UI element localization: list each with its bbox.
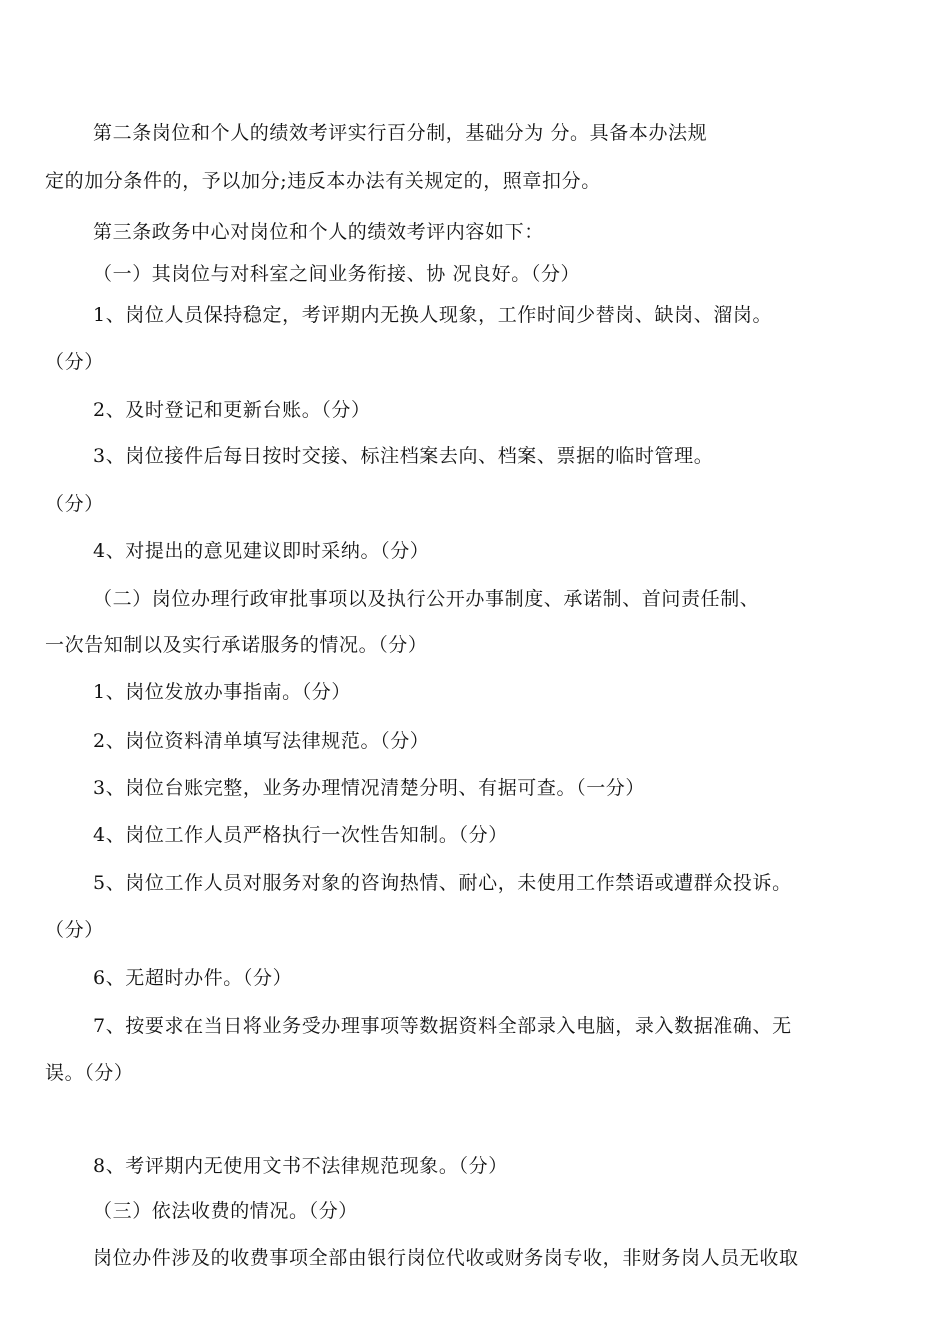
paragraph-line: 第三条政务中心对岗位和个人的绩效考评内容如下： [93, 221, 544, 243]
paragraph-line: 3、岗位台账完整，业务办理情况清楚分明、有据可查。（一分） [93, 777, 645, 799]
paragraph-line: 4、岗位工作人员严格执行一次性告知制。（分） [93, 824, 508, 846]
paragraph-line: 2、岗位资料清单填写法律规范。（分） [93, 730, 430, 752]
paragraph-line: 误。（分） [45, 1062, 134, 1084]
paragraph-line: （分） [45, 493, 104, 515]
paragraph-line: 8、考评期内无使用文书不法律规范现象。（分） [93, 1155, 508, 1177]
paragraph-line: 1、岗位发放办事指南。（分） [93, 681, 351, 703]
paragraph-line: 定的加分条件的，予以加分;违反本办法有关规定的，照章扣分。 [45, 170, 601, 192]
paragraph-line: 3、岗位接件后每日按时交接、标注档案去向、档案、票据的临时管理。 [93, 445, 714, 467]
paragraph-line: （分） [45, 351, 104, 373]
paragraph-line: 一次告知制以及实行承诺服务的情况。（分） [45, 634, 428, 656]
paragraph-line: 5、岗位工作人员对服务对象的咨询热情、耐心，未使用工作禁语或遭群众投诉。 [93, 872, 792, 894]
paragraph-line: 2、及时登记和更新台账。（分） [93, 399, 371, 421]
paragraph-line: 第二条岗位和个人的绩效考评实行百分制，基础分为 分。具备本办法规 [93, 122, 708, 144]
paragraph-line: （一）其岗位与对科室之间业务衔接、协 况良好。（分） [93, 263, 581, 285]
paragraph-line: 1、岗位人员保持稳定，考评期内无换人现象，工作时间少替岗、缺岗、溜岗。 [93, 304, 773, 326]
paragraph-line: （分） [45, 919, 104, 941]
paragraph-line: （二）岗位办理行政审批事项以及执行公开办事制度、承诺制、首问责任制、 [93, 588, 760, 610]
paragraph-line: 6、无超时办件。（分） [93, 967, 293, 989]
paragraph-line: 岗位办件涉及的收费事项全部由银行岗位代收或财务岗专收，非财务岗人员无收取 [93, 1247, 799, 1269]
paragraph-line: （三）依法收费的情况。（分） [93, 1200, 358, 1222]
paragraph-line: 7、按要求在当日将业务受办理事项等数据资料全部录入电脑，录入数据准确、无 [93, 1015, 792, 1037]
paragraph-line: 4、对提出的意见建议即时采纳。（分） [93, 540, 430, 562]
